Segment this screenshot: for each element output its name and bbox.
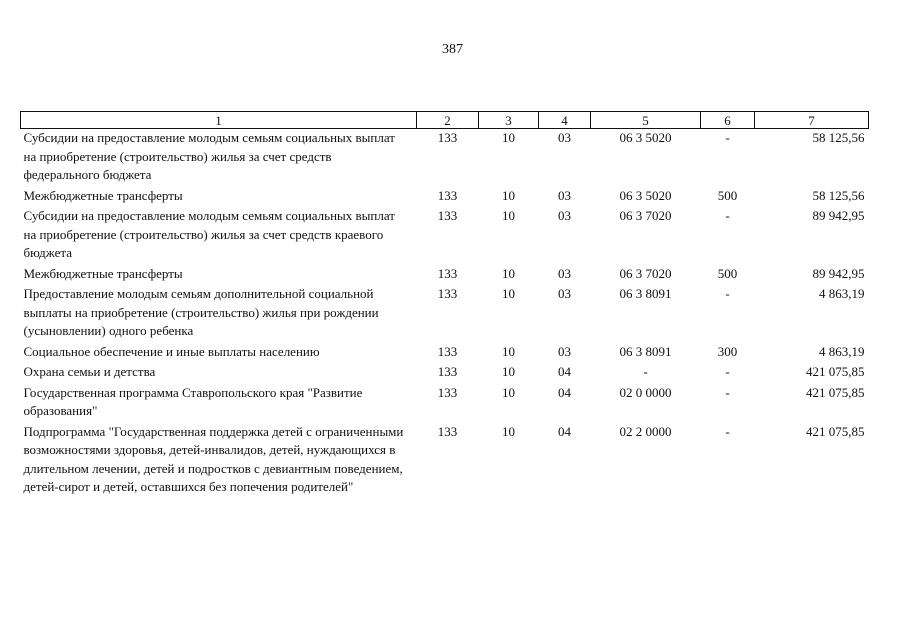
- table-row: [21, 265, 869, 286]
- row-amount: 421 075,85: [806, 364, 865, 379]
- row-name: Межбюджетные трансферты: [23, 187, 183, 203]
- column-header-2: 2: [417, 112, 479, 129]
- table-row: [21, 363, 869, 384]
- row-code-6: -: [725, 384, 730, 400]
- row-code-6: -: [725, 130, 730, 145]
- row-code-4: 03: [558, 286, 571, 301]
- row-code-5: -: [643, 364, 648, 379]
- row-code-3: 10: [502, 384, 515, 400]
- row-name: Межбюджетные трансферты: [23, 265, 183, 281]
- table-row: [21, 207, 869, 265]
- row-code-2: 133: [437, 265, 458, 281]
- row-amount: 89 942,95: [812, 208, 865, 223]
- row-name: Субсидии на предоставление молодым семьям социальных выплат на приобретение (строительство) жилья за счет средств краевого бюджета: [23, 208, 395, 260]
- row-name: Государственная программа Ставропольского края "Развитие образования": [23, 384, 363, 418]
- row-code-2: 133: [437, 343, 458, 359]
- column-header-3: 3: [479, 112, 539, 129]
- row-code-4: 03: [558, 130, 571, 145]
- row-code-2: 133: [437, 384, 458, 400]
- row-code-4: 04: [558, 423, 571, 439]
- row-name: Подпрограмма "Государственная поддержка детей с ограниченными возможностями здоровья, детей-инвалидов, детей, нуждающихся в длительном лечении, детей и подростков с девиантным поведением, детей-сирот и детей, оставшихся без попечения родителей": [23, 423, 404, 494]
- row-code-2: 133: [437, 286, 458, 301]
- row-code-6: -: [725, 286, 730, 301]
- row-amount: 58 125,56: [812, 130, 865, 145]
- table-row: [21, 129, 869, 187]
- column-header-7: 7: [755, 112, 869, 129]
- row-code-4: 03: [558, 265, 571, 281]
- row-code-6: -: [725, 423, 730, 439]
- row-code-5: 06 3 5020: [619, 187, 672, 203]
- table-row: [21, 423, 869, 499]
- table-row: [21, 187, 869, 208]
- budget-table: [20, 111, 869, 499]
- row-code-4: 04: [558, 384, 571, 400]
- row-amount: 4 863,19: [819, 343, 865, 359]
- row-code-4: 03: [558, 187, 571, 203]
- table-row: [21, 384, 869, 423]
- row-name: Охрана семьи и детства: [23, 364, 156, 379]
- row-name: Предоставление молодым семьям дополнительной социальной выплаты на приобретение (строительство) жилья при рождении (усыновлении) одного ребенка: [23, 286, 379, 338]
- row-amount: 4 863,19: [819, 286, 865, 301]
- row-code-5: 06 3 8091: [619, 286, 672, 301]
- page-number: 387: [442, 42, 463, 57]
- column-header-5: 5: [591, 112, 701, 129]
- row-code-2: 133: [437, 423, 458, 439]
- row-code-6: 500: [717, 265, 738, 281]
- column-header-6: 6: [701, 112, 755, 129]
- row-code-5: 06 3 7020: [619, 208, 672, 223]
- row-code-6: 500: [717, 187, 738, 203]
- row-code-3: 10: [502, 286, 515, 301]
- row-code-3: 10: [502, 423, 515, 439]
- row-amount: 421 075,85: [806, 384, 865, 400]
- table-row: [21, 343, 869, 364]
- row-code-5: 06 3 5020: [619, 130, 672, 145]
- row-code-5: 02 2 0000: [619, 423, 672, 439]
- row-amount: 58 125,56: [812, 187, 865, 203]
- row-code-2: 133: [437, 187, 458, 203]
- column-header-1: 1: [21, 112, 417, 129]
- row-code-4: 03: [558, 343, 571, 359]
- row-code-3: 10: [502, 130, 515, 145]
- row-code-5: 06 3 7020: [619, 265, 672, 281]
- row-code-6: 300: [717, 343, 738, 359]
- row-code-4: 03: [558, 208, 571, 223]
- row-code-2: 133: [437, 364, 458, 379]
- row-code-3: 10: [502, 364, 515, 379]
- row-code-6: -: [725, 364, 730, 379]
- row-code-5: 06 3 8091: [619, 343, 672, 359]
- row-code-6: -: [725, 208, 730, 223]
- row-code-3: 10: [502, 265, 515, 281]
- column-number-header: [21, 112, 869, 129]
- column-header-4: 4: [539, 112, 591, 129]
- row-code-3: 10: [502, 208, 515, 223]
- row-code-5: 02 0 0000: [619, 384, 672, 400]
- row-name: Социальное обеспечение и иные выплаты населению: [23, 343, 320, 359]
- table-row: [21, 285, 869, 343]
- row-code-4: 04: [558, 364, 571, 379]
- row-amount: 89 942,95: [812, 265, 865, 281]
- row-amount: 421 075,85: [806, 423, 865, 439]
- row-code-2: 133: [437, 208, 458, 223]
- row-name: Субсидии на предоставление молодым семьям социальных выплат на приобретение (строительство) жилья за счет средств федерального бюджета: [23, 130, 395, 182]
- row-code-2: 133: [437, 130, 458, 145]
- row-code-3: 10: [502, 187, 515, 203]
- row-code-3: 10: [502, 343, 515, 359]
